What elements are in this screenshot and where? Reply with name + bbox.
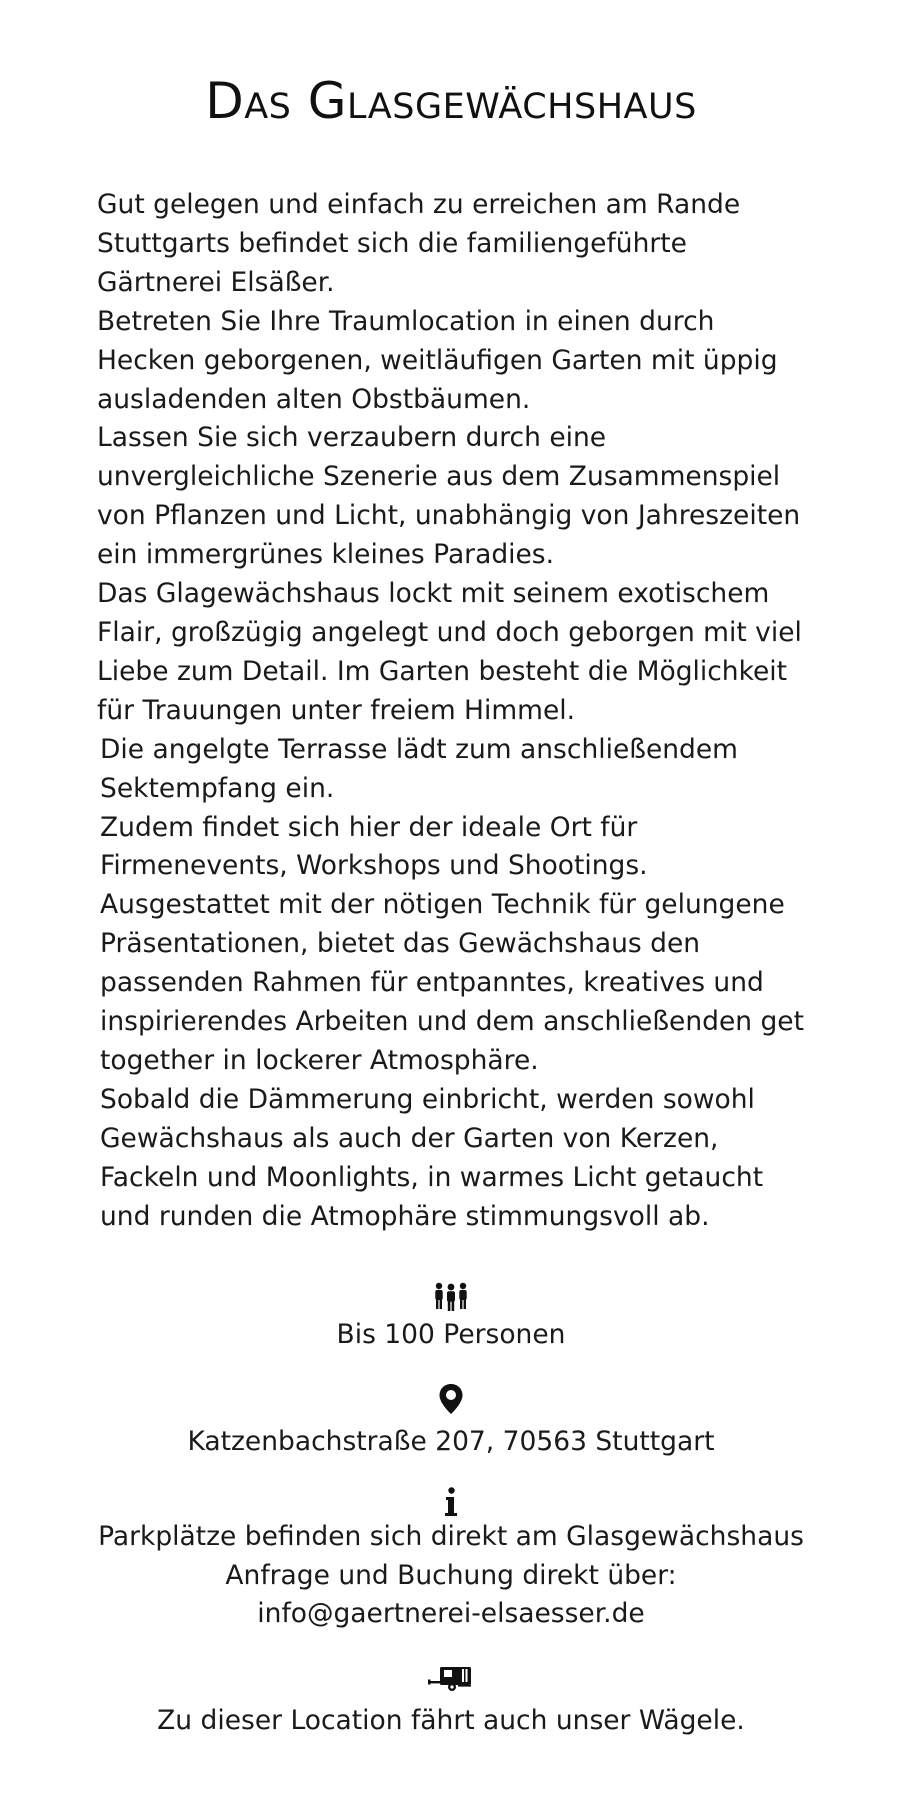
paragraph-scenery: Lassen Sie sich verzaubern durch eine unvergleichliche Szenerie aus dem Zusammenspiel von Pflanzen und Licht, unabhängig von Jahreszeiten ein immergrünes kleines Paradies. [97,422,801,571]
capacity-text: Bis 100 Personen [336,1319,566,1350]
paragraph-garden: Betreten Sie Ihre Traumlocation in einen durch Hecken geborgenen, weitläufigen Garten mit üppig ausladenden alten Obstbäumen. [97,305,778,415]
trailer-section [0,1664,902,1741]
paragraph-evening: Sobald die Dämmerung einbricht, werden sowohl Gewächshaus als auch der Garten von Kerzen, Fackeln und Moonlights, in warmes Licht getaucht und runden die Atmophäre stimmungsvoll ab. [100,1083,764,1232]
details-section [0,1487,902,1634]
paragraph-terrace: Die angelgte Terrasse lädt zum anschließendem Sektempfang ein. [100,733,738,804]
map-pin-icon [438,1383,464,1415]
paragraph-events: Zudem findet sich hier der ideale Ort für Firmenevents, Workshops und Shootings. [100,811,648,882]
description [97,186,817,1236]
address-section [0,1383,902,1462]
trailer-icon [428,1664,474,1692]
trailer-text: Zu dieser Location fährt auch unser Wägele. [157,1705,745,1736]
address-text: Katzenbachstraße 207, 70563 Stuttgart [187,1426,715,1457]
parking-text: Parkplätze befinden sich direkt am Glasgewächshaus [98,1521,804,1552]
info-icon [443,1487,459,1517]
paragraph-location: Gut gelegen und einfach zu erreichen am Rande Stuttgarts befindet sich die familiengeführte Gärtnerei Elsäßer. [97,189,741,298]
people-icon [433,1282,469,1312]
paragraph-greenhouse: Das Glagewächshaus lockt mit seinem exotischem Flair, großzügig angelegt und doch geborgen mit viel Liebe zum Detail. Im Garten besteht die Möglichkeit für Trauungen unter freiem Himmel. [97,578,802,726]
capacity-section [0,1282,902,1355]
paragraph-technology: Ausgestattet mit der nötigen Technik für gelungene Präsentationen, bietet das Gewächshaus den passenden Rahmen für entpanntes, kreatives und inspirierendes Arbeiten und dem anschließenden get together in lockerer Atmosphäre. [100,889,804,1076]
page-title: Das Glasgewächshaus [205,72,697,130]
booking-text: Anfrage und Buchung direkt über: [225,1559,677,1591]
email-link[interactable]: info@gaertnerei-elsaesser.de [257,1598,645,1629]
